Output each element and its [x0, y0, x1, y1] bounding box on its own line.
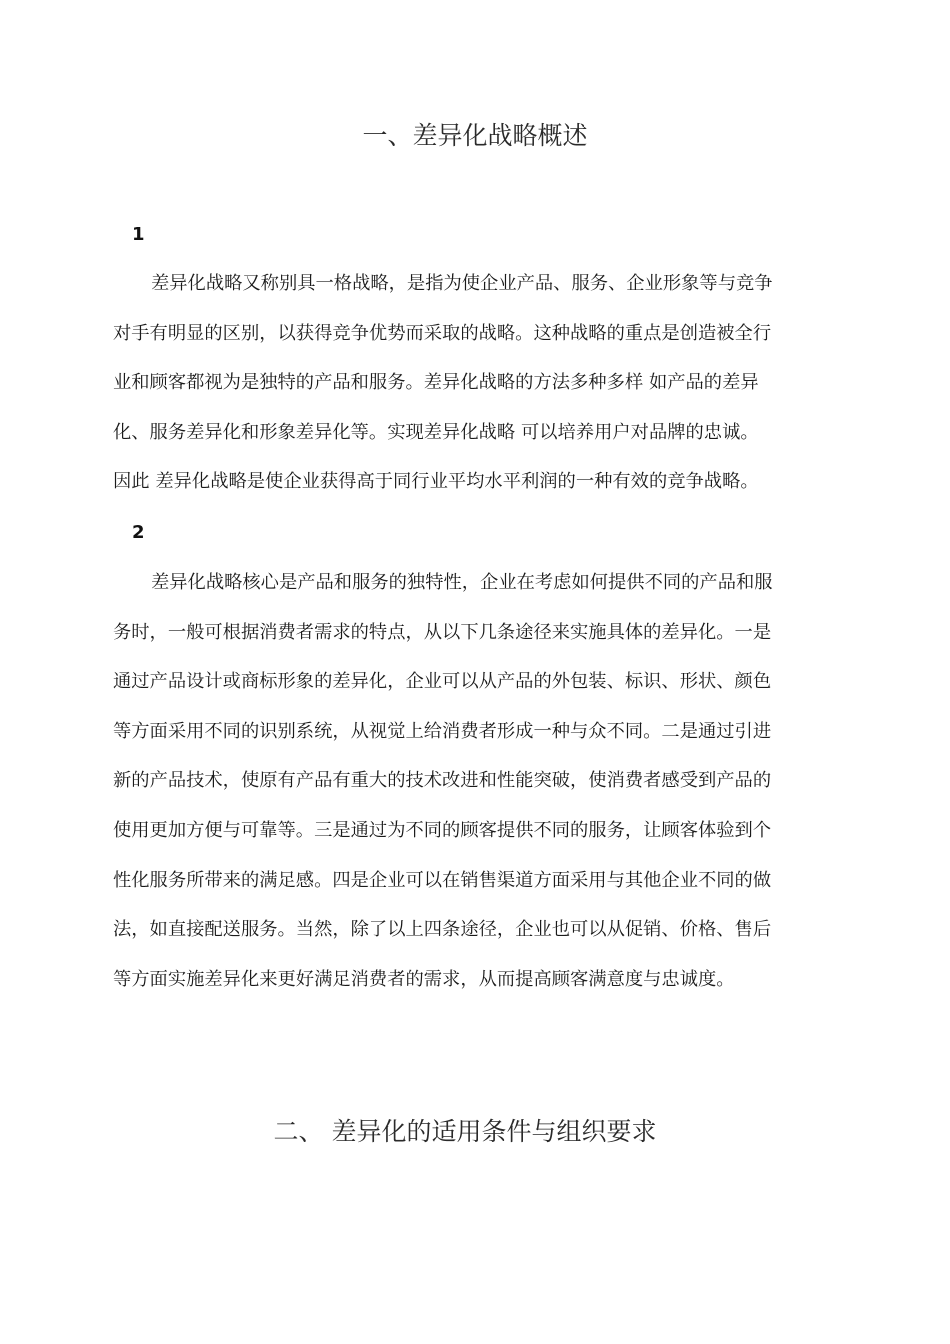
paragraph-line: 因此 差异化战略是使企业获得高于同行业平均水平利润的一种有效的竞争战略。	[113, 471, 759, 493]
paragraph-line: 化、服务差异化和形象差异化等。实现差异化战略 可以培养用户对品牌的忠诚。	[113, 421, 759, 443]
subsection-2-paragraph	[113, 558, 813, 1004]
paragraph-line: 对手有明显的区别，以获得竞争优势而采取的战略。这种战略的重点是创造被全行	[113, 322, 772, 344]
section-1-heading: 一、差异化战略概述	[362, 121, 588, 150]
subsection-1-number: 1	[132, 224, 145, 245]
paragraph-line: 差异化战略核心是产品和服务的独特性，企业在考虑如何提供不同的产品和服	[151, 572, 773, 593]
paragraph-line: 等方面采用不同的识别系统，从视觉上给消费者形成一种与众不同。二是通过引进	[113, 720, 772, 742]
subsection-2-number: 2	[132, 522, 145, 543]
paragraph-line: 使用更加方便与可靠等。三是通过为不同的顾客提供不同的服务，让顾客体验到个	[113, 819, 772, 841]
paragraph-line: 法，如直接配送服务。当然，除了以上四条途径，企业也可以从促销、价格、售后	[113, 919, 772, 941]
paragraph-line: 业和顾客都视为是独特的产品和服务。差异化战略的方法多种多样 如产品的差异	[113, 372, 759, 394]
section-2-heading: 二、 差异化的适用条件与组织要求	[273, 1117, 657, 1146]
subsection-1-paragraph	[113, 259, 813, 507]
paragraph-line: 新的产品技术，使原有产品有重大的技术改进和性能突破，使消费者感受到产品的	[113, 770, 772, 792]
paragraph-line: 等方面实施差异化来更好满足消费者的需求，从而提高顾客满意度与忠诚度。	[113, 968, 735, 990]
paragraph-line: 务时，一般可根据消费者需求的特点，从以下几条途径来实施具体的差异化。一是	[113, 621, 772, 643]
paragraph-line: 差异化战略又称别具一格战略，是指为使企业产品、服务、企业形象等与竞争	[151, 273, 773, 294]
paragraph-line: 通过产品设计或商标形象的差异化，企业可以从产品的外包装、标识、形状、颜色	[113, 671, 772, 693]
paragraph-line: 性化服务所带来的满足感。四是企业可以在销售渠道方面采用与其他企业不同的做	[113, 869, 772, 891]
